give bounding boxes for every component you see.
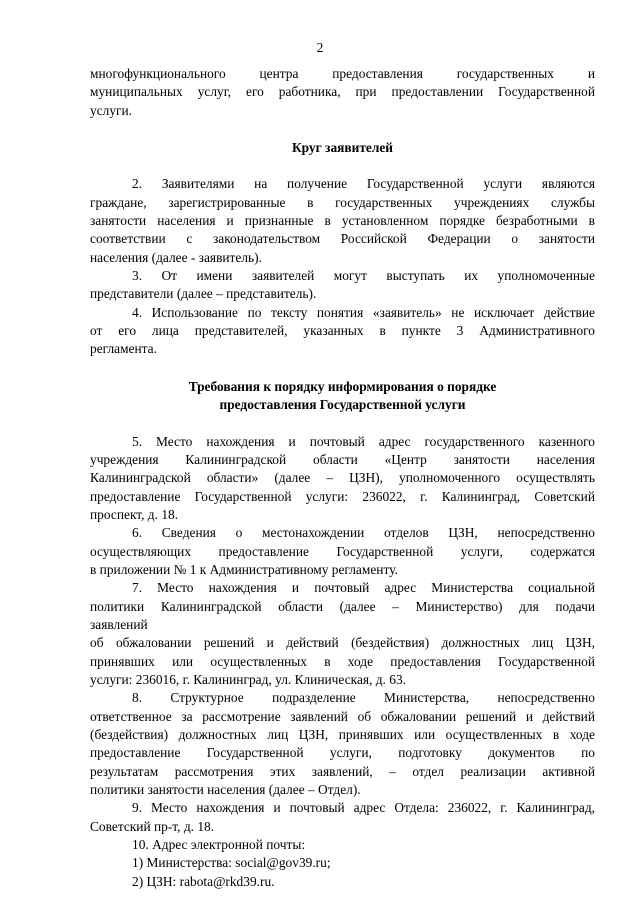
p8-line-4: предоставление Государственной услуги, подготовку документов по bbox=[90, 745, 595, 761]
paragraph-7 bbox=[90, 579, 595, 689]
p6-line-3: в приложении № 1 к Административному регламенту. bbox=[90, 561, 398, 577]
p10-line-3: 2) ЦЗН: rabota@rkd39.ru. bbox=[132, 873, 275, 889]
intro-paragraph bbox=[90, 65, 595, 120]
paragraph-2 bbox=[90, 175, 595, 267]
paragraph-8 bbox=[90, 689, 595, 799]
p2-line-5: населения (далее - заявитель). bbox=[90, 249, 262, 265]
intro-line-2: муниципальных услуг, его работника, при предоставлении Государственной bbox=[90, 84, 595, 100]
p9-line-2: Советский пр-т, д. 18. bbox=[90, 818, 215, 834]
p5-line-1: 5. Место нахождения и почтовый адрес государственного казенного bbox=[132, 433, 595, 449]
document-body bbox=[90, 65, 595, 891]
p4-line-3: регламента. bbox=[90, 341, 157, 357]
paragraph-4 bbox=[90, 304, 595, 359]
p7-line-4: об обжаловании решений и действий (бездействия) должностных лиц ЦЗН, bbox=[90, 635, 595, 651]
p2-line-4: соответствии с законодательством Российской Федерации о занятости bbox=[90, 231, 595, 247]
p7-line-2: политики Калининградской области (далее – Министерство) для подачи bbox=[90, 598, 595, 614]
p4-line-1: 4. Использование по тексту понятия «заявитель» не исключает действие bbox=[132, 304, 595, 320]
section-heading-applicants: Круг заявителей bbox=[291, 140, 394, 156]
p2-line-2: граждане, зарегистрированные в государственных учреждениях службы bbox=[90, 194, 595, 210]
p6-line-1: 6. Сведения о местонахождении отделов ЦЗН, непосредственно bbox=[132, 525, 595, 541]
p5-line-5: проспект, д. 18. bbox=[90, 506, 179, 522]
p2-line-3: занятости населения и признанные в установленном порядке безработными в bbox=[90, 213, 595, 229]
paragraph-9 bbox=[90, 799, 595, 836]
p9-line-1: 9. Место нахождения и почтовый адрес Отдела: 236022, г. Калининград, bbox=[132, 800, 595, 816]
p5-line-3: Калининградской области» (далее – ЦЗН), уполномоченного осуществлять bbox=[90, 470, 595, 486]
p4-line-2: от его лица представителей, указанных в пункте 3 Административного bbox=[90, 323, 595, 339]
p7-line-5: принявших или осуществленных в ходе предоставления Государственной bbox=[90, 653, 595, 669]
p6-line-2: осуществляющих предоставление Государственной услуги, содержатся bbox=[90, 543, 595, 559]
p2-line-1: 2. Заявителями на получение Государственной услуги являются bbox=[132, 176, 595, 192]
p10-line-1: 10. Адрес электронной почты: bbox=[132, 837, 306, 853]
intro-line-1: многофункционального центра предоставления государственных и bbox=[90, 66, 595, 81]
p7-line-3: заявлений bbox=[90, 616, 148, 632]
intro-line-3: услуги. bbox=[90, 102, 133, 118]
p5-line-4: предоставление Государственной услуги: 236022, г. Калининград, Советский bbox=[90, 488, 595, 504]
section-heading-info-requirements-2: предоставления Государственной услуги bbox=[219, 397, 466, 413]
p7-line-6: услуги: 236016, г. Калининград, ул. Клиническая, д. 63. bbox=[90, 671, 406, 687]
paragraph-10 bbox=[90, 836, 595, 891]
paragraph-6 bbox=[90, 524, 595, 579]
p8-line-6: политики занятости населения (далее – Отдел). bbox=[90, 782, 361, 798]
p8-line-3: (бездействия) должностных лиц ЦЗН, принявших или осуществленных в ходе bbox=[90, 727, 595, 742]
p8-line-1: 8. Структурное подразделение Министерства, непосредственно bbox=[132, 690, 595, 706]
p3-line-2: представители (далее – представитель). bbox=[90, 286, 317, 302]
section-heading-info-requirements-1: Требования к порядку информирования о порядке bbox=[188, 378, 497, 394]
p10-line-2: 1) Министерства: social@gov39.ru; bbox=[132, 855, 331, 871]
paragraph-5 bbox=[90, 433, 595, 525]
p8-line-2: ответственное за рассмотрение заявлений об обжаловании решений и действий bbox=[90, 708, 595, 724]
p7-line-1: 7. Место нахождения и почтовый адрес Министерства социальной bbox=[132, 580, 595, 596]
p8-line-5: результатам рассмотрения этих заявлений, – отдел реализации активной bbox=[90, 763, 595, 779]
paragraph-3 bbox=[90, 267, 595, 304]
page-number: 2 bbox=[316, 40, 324, 55]
p3-line-1: 3. От имени заявителей могут выступать их уполномоченные bbox=[132, 268, 595, 284]
p5-line-2: учреждения Калининградской области «Центр занятости населения bbox=[90, 451, 595, 467]
